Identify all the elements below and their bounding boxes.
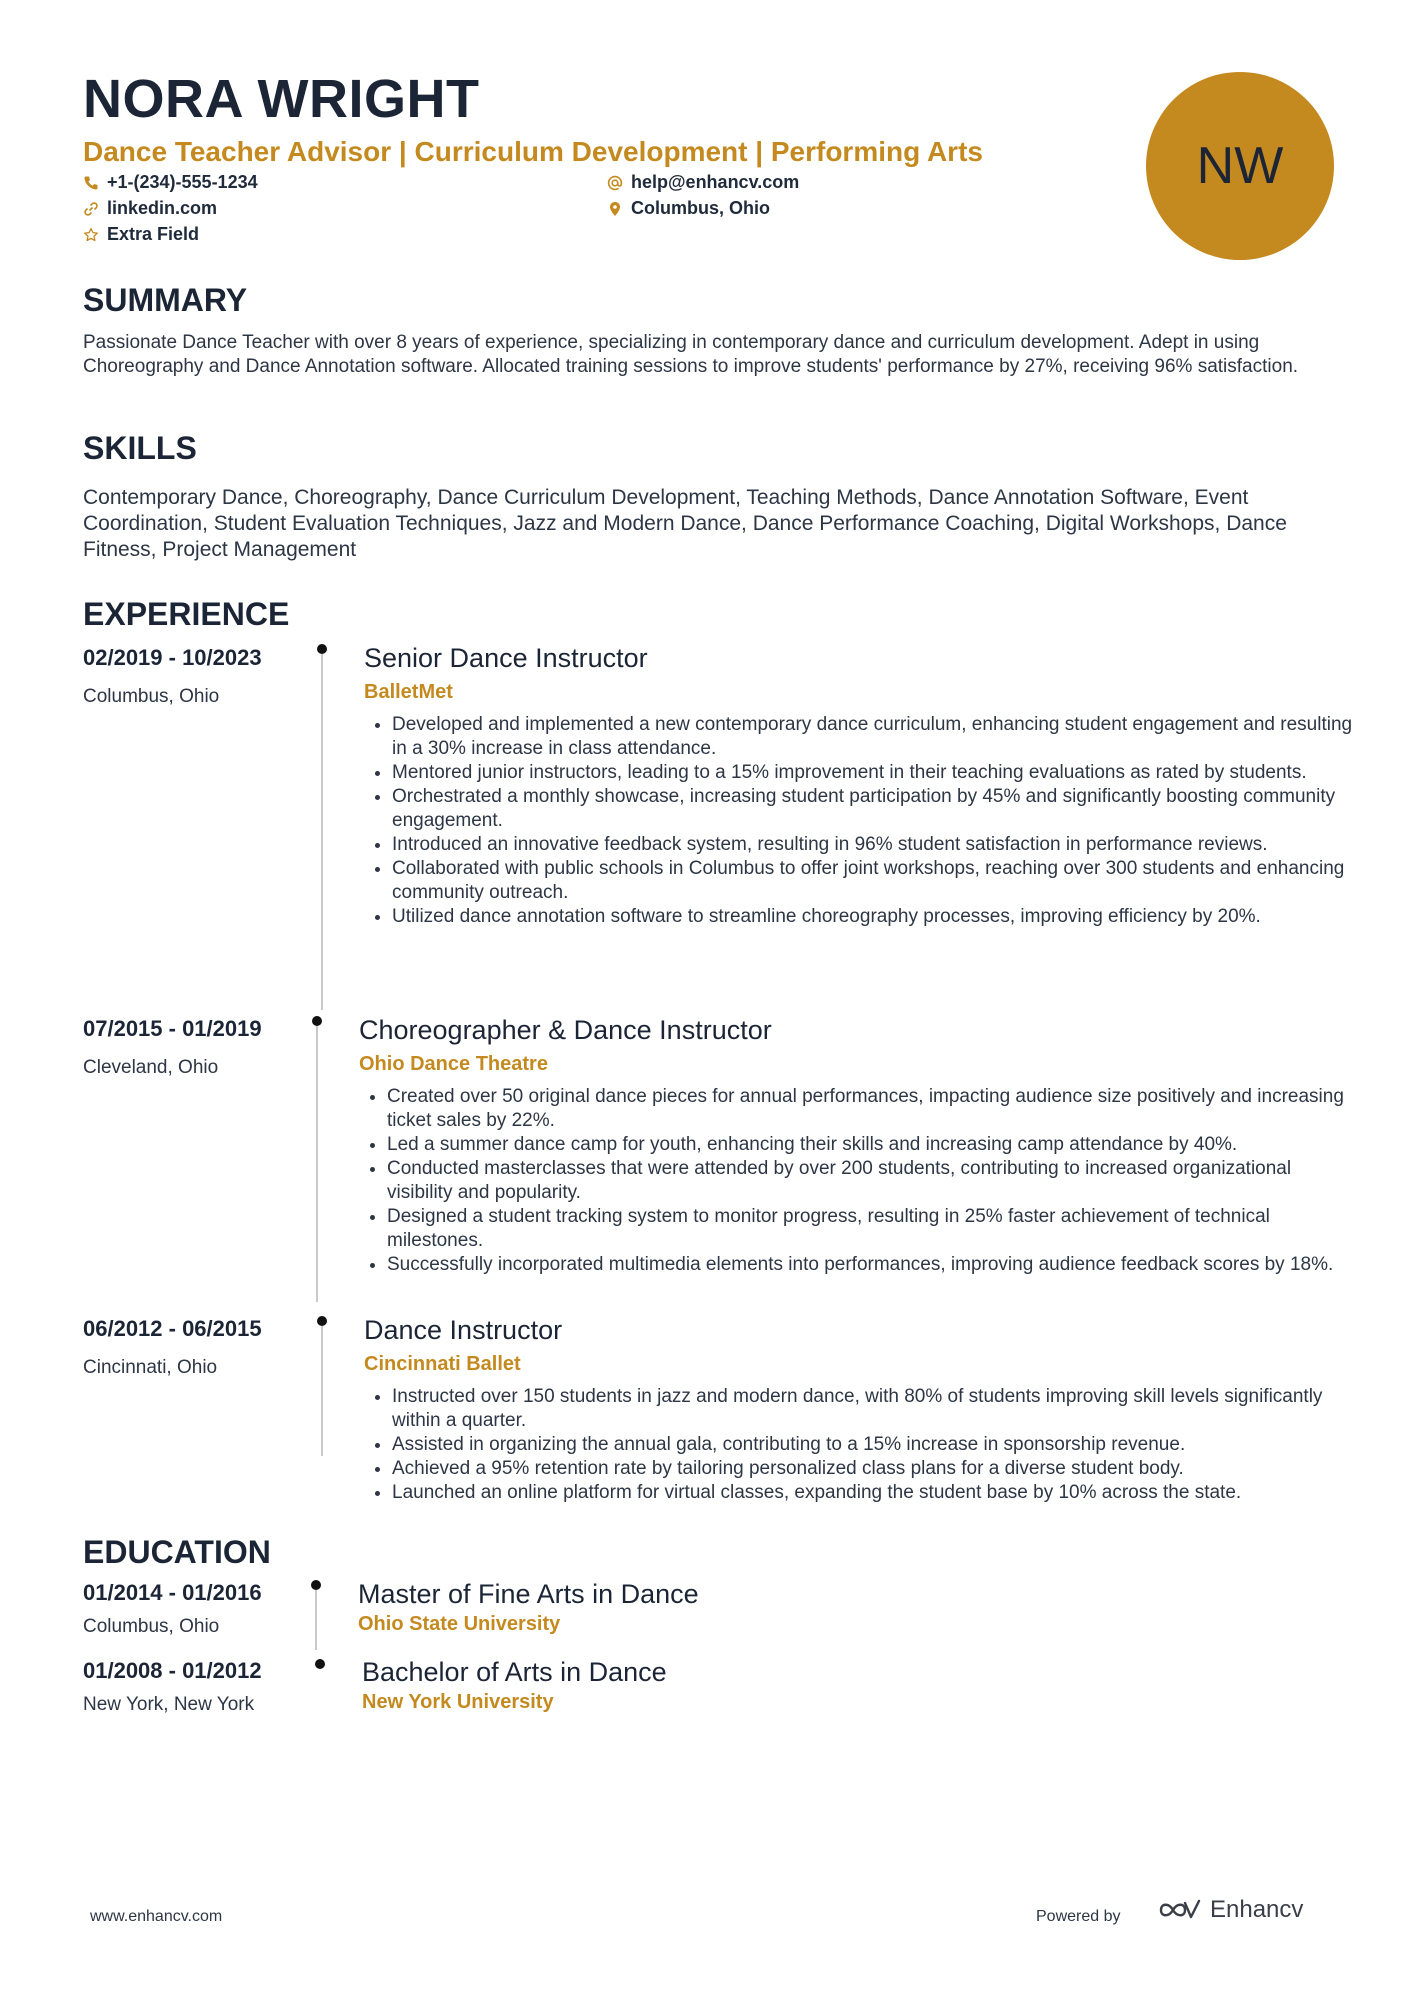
candidate-name: NORA WRIGHT <box>83 69 480 129</box>
at-icon <box>607 175 623 191</box>
job-bullets <box>364 1385 1358 1505</box>
map-pin-icon <box>607 201 623 217</box>
job-location: Columbus, Ohio <box>83 686 220 707</box>
school-name: New York University <box>362 1691 554 1713</box>
job-dates: 02/2019 - 10/2023 <box>83 645 262 670</box>
list-item: • Utilized dance annotation software to streamline choreography processes, improving efficiency by 20%. <box>392 905 1358 929</box>
job-title: Dance Instructor <box>364 1315 563 1345</box>
job-dates: 07/2015 - 01/2019 <box>83 1016 262 1041</box>
footer-website[interactable]: www.enhancv.com <box>90 1908 223 1925</box>
enhancv-logo-icon <box>1158 1897 1202 1923</box>
job-dates: 06/2012 - 06/2015 <box>83 1316 262 1341</box>
extra-field-text: Extra Field <box>107 224 200 244</box>
timeline-dot <box>317 644 327 654</box>
degree-title: Master of Fine Arts in Dance <box>358 1579 699 1609</box>
experience-heading: EXPERIENCE <box>83 596 290 632</box>
link-icon <box>83 201 99 217</box>
list-item: • Launched an online platform for virtual classes, expanding the student base by 10% across the state. <box>392 1481 1358 1505</box>
linkedin-text[interactable]: linkedin.com <box>107 198 218 218</box>
timeline-line <box>321 654 323 1010</box>
brand-name: Enhancv <box>1210 1896 1304 1923</box>
list-item: • Conducted masterclasses that were attended by over 200 students, contributing to increased organizational visibility and popularity. <box>387 1157 1353 1205</box>
headline: Dance Teacher Advisor | Curriculum Development | Performing Arts <box>83 136 983 167</box>
job-location: Cleveland, Ohio <box>83 1057 219 1078</box>
education-location: Columbus, Ohio <box>83 1616 220 1637</box>
job-bullets <box>364 713 1358 929</box>
job-location: Cincinnati, Ohio <box>83 1357 218 1378</box>
education-heading: EDUCATION <box>83 1534 271 1570</box>
list-item: • Achieved a 95% retention rate by tailoring personalized class plans for a diverse student body. <box>392 1457 1358 1481</box>
job-title: Senior Dance Instructor <box>364 643 648 673</box>
list-item: • Created over 50 original dance pieces for annual performances, impacting audience size positively and increasing ticket sales by 22%. <box>387 1085 1353 1133</box>
list-item: • Developed and implemented a new contemporary dance curriculum, enhancing student engagement and resulting in a 30% increase in class attendance. <box>392 713 1358 761</box>
avatar: NW <box>1146 72 1334 260</box>
footer-brand[interactable] <box>1158 1896 1303 1924</box>
location-text: Columbus, Ohio <box>631 198 770 218</box>
job-title: Choreographer & Dance Instructor <box>359 1015 772 1045</box>
contact-linkedin <box>83 198 217 219</box>
summary-heading: SUMMARY <box>83 282 248 318</box>
education-dates: 01/2008 - 01/2012 <box>83 1658 262 1683</box>
job-bullets <box>359 1085 1353 1277</box>
list-item: • Introduced an innovative feedback system, resulting in 96% student satisfaction in performance reviews. <box>392 833 1358 857</box>
timeline-dot <box>315 1659 325 1669</box>
contact-phone <box>83 172 258 193</box>
list-item: • Assisted in organizing the annual gala, contributing to a 15% increase in sponsorship revenue. <box>392 1433 1358 1457</box>
timeline-line <box>321 1326 323 1456</box>
star-icon <box>83 227 99 243</box>
skills-text: Contemporary Dance, Choreography, Dance Curriculum Development, Teaching Methods, Dance Annotation Software, Event Coordination, Student Evaluation Techniques, Jazz and Modern Dance, Dance Performance Coaching, Digital Workshops, Dance Fitness, Project Management <box>83 486 1287 561</box>
timeline-dot <box>312 1016 322 1026</box>
timeline-dot <box>311 1580 321 1590</box>
phone-icon <box>83 175 99 191</box>
education-location: New York, New York <box>83 1694 255 1715</box>
list-item: • Instructed over 150 students in jazz and modern dance, with 80% of students improving skill levels significantly within a quarter. <box>392 1385 1358 1433</box>
contact-email <box>607 172 799 193</box>
contact-location <box>607 198 770 219</box>
list-item: • Led a summer dance camp for youth, enhancing their skills and increasing camp attendance by 40%. <box>387 1133 1353 1157</box>
skills-heading: SKILLS <box>83 430 197 466</box>
school-name: Ohio State University <box>358 1613 561 1635</box>
contact-extra <box>83 224 199 245</box>
list-item: • Designed a student tracking system to monitor progress, resulting in 25% faster achievement of technical milestones. <box>387 1205 1353 1253</box>
timeline-line <box>316 1026 318 1302</box>
list-item: • Successfully incorporated multimedia elements into performances, improving audience feedback scores by 18%. <box>387 1253 1353 1277</box>
job-company: Cincinnati Ballet <box>364 1353 521 1375</box>
phone-text[interactable]: +1-(234)-555-1234 <box>107 172 258 192</box>
degree-title: Bachelor of Arts in Dance <box>362 1657 667 1687</box>
job-company: BalletMet <box>364 681 453 703</box>
timeline-dot <box>317 1316 327 1326</box>
timeline-line <box>315 1590 317 1650</box>
list-item: • Collaborated with public schools in Columbus to offer joint workshops, reaching over 300 students and enhancing community outreach. <box>392 857 1358 905</box>
footer-powered-by: Powered by <box>1036 1908 1121 1925</box>
education-dates: 01/2014 - 01/2016 <box>83 1580 262 1605</box>
email-text[interactable]: help@enhancv.com <box>631 172 800 192</box>
summary-text: Passionate Dance Teacher with over 8 years of experience, specializing in contemporary dance and curriculum development. Adept in using Choreography and Dance Annotation software. Allocated training sessions to improve students' performance by 27%, receiving 96% satisfaction. <box>83 332 1299 377</box>
list-item: • Mentored junior instructors, leading to a 15% improvement in their teaching evaluations as rated by students. <box>392 761 1358 785</box>
list-item: • Orchestrated a monthly showcase, increasing student participation by 45% and significantly boosting community engagement. <box>392 785 1358 833</box>
job-company: Ohio Dance Theatre <box>359 1053 548 1075</box>
